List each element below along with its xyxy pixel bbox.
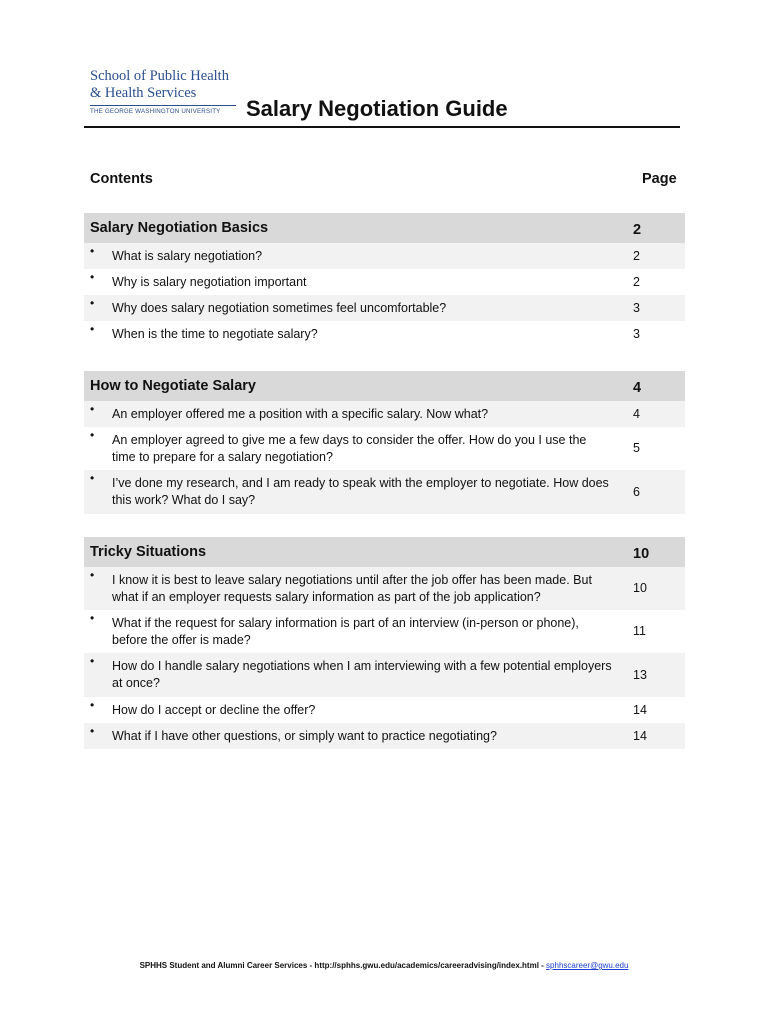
toc-item[interactable] (84, 295, 685, 321)
toc-section (84, 537, 685, 749)
toc-item-text: Why does salary negotiation sometimes feel uncomfortable? (112, 300, 447, 315)
toc-item-text: What if I have other questions, or simply want to practice negotiating? (112, 728, 497, 743)
bullet-icon: • (90, 471, 95, 485)
toc-item-page: 3 (633, 326, 640, 341)
toc-item-text: I’ve done my research, and I am ready to speak with the employer to negotiate. How does this work? What do I say? (112, 476, 609, 507)
toc-item-page: 13 (633, 667, 647, 682)
contents-heading: Contents (90, 171, 153, 187)
bullet-icon: • (90, 698, 95, 712)
toc-item-page: 2 (633, 248, 640, 263)
toc-item[interactable] (84, 610, 685, 653)
toc-item-text: What if the request for salary information is part of an interview (in-person or phone), before the offer is made? (112, 615, 579, 647)
bullet-icon: • (90, 322, 95, 336)
toc-item[interactable] (84, 269, 685, 295)
toc-item-page: 10 (633, 581, 647, 595)
bullet-icon: • (90, 568, 95, 582)
toc-section (84, 213, 685, 347)
toc-item-page: 5 (633, 441, 640, 455)
toc-item-page: 4 (633, 406, 640, 421)
toc-item-text: How do I handle salary negotiations when I am interviewing with a few potential employers at once? (112, 659, 612, 690)
bullet-icon: • (90, 244, 95, 258)
toc-item-text: Why is salary negotiation important (112, 274, 307, 289)
bullet-icon: • (90, 296, 95, 310)
section-header[interactable] (84, 371, 685, 401)
page-footer (0, 961, 768, 970)
section-title: How to Negotiate Salary (90, 378, 256, 394)
toc-item-text: I know it is best to leave salary negotiations until after the job offer has been made. But what if an employer requests salary information as part of the job application? (112, 572, 592, 604)
school-logo (90, 68, 236, 115)
bullet-icon: • (90, 270, 95, 284)
bullet-icon: • (90, 654, 95, 668)
bullet-icon: • (90, 611, 95, 625)
section-title: Salary Negotiation Basics (90, 220, 269, 236)
section-title: Tricky Situations (90, 544, 207, 560)
toc-item-page: 2 (633, 274, 640, 289)
logo-line-2: & Health Services (90, 85, 197, 101)
toc-item-page: 14 (633, 728, 647, 743)
footer-text: SPHHS Student and Alumni Career Services - http://sphhs.gwu.edu/academics/careeradvising/index.html - (139, 961, 544, 970)
section-page: 2 (633, 222, 642, 238)
section-page: 4 (633, 380, 642, 396)
toc-item[interactable] (84, 470, 685, 514)
document-title: Salary Negotiation Guide (246, 96, 508, 121)
toc-section (84, 371, 685, 514)
logo-line-1: School of Public Health (90, 68, 229, 84)
toc-item[interactable] (84, 653, 685, 697)
bullet-icon: • (90, 428, 95, 442)
toc-item-text: What is salary negotiation? (112, 248, 263, 263)
toc-item[interactable] (84, 723, 685, 749)
toc-item[interactable] (84, 243, 685, 269)
bullet-icon: • (90, 402, 95, 416)
toc-item[interactable] (84, 401, 685, 427)
toc-item-text: An employer offered me a position with a specific salary. Now what? (112, 406, 489, 421)
toc-item-text: When is the time to negotiate salary? (112, 326, 318, 341)
toc-item-text: An employer agreed to give me a few days to consider the offer. How do you I use the time to prepare for a salary negotiation? (112, 432, 587, 464)
toc-item-page: 6 (633, 484, 640, 499)
toc-item-text: How do I accept or decline the offer? (112, 702, 316, 717)
section-header[interactable] (84, 537, 685, 567)
toc-item[interactable] (84, 697, 685, 723)
section-header[interactable] (84, 213, 685, 243)
logo-line-3: THE GEORGE WASHINGTON UNIVERSITY (90, 105, 236, 115)
footer-email-link[interactable]: sphhscareer@gwu.edu (546, 961, 629, 970)
bullet-icon: • (90, 724, 95, 738)
page-column-heading: Page (642, 171, 677, 187)
toc-item[interactable] (84, 427, 685, 470)
title-divider (84, 126, 680, 128)
toc-item[interactable] (84, 321, 685, 347)
toc-item[interactable] (84, 567, 685, 610)
toc-item-page: 11 (633, 624, 646, 638)
toc-item-page: 14 (633, 702, 647, 717)
section-page: 10 (633, 546, 650, 562)
toc-item-page: 3 (633, 300, 640, 315)
